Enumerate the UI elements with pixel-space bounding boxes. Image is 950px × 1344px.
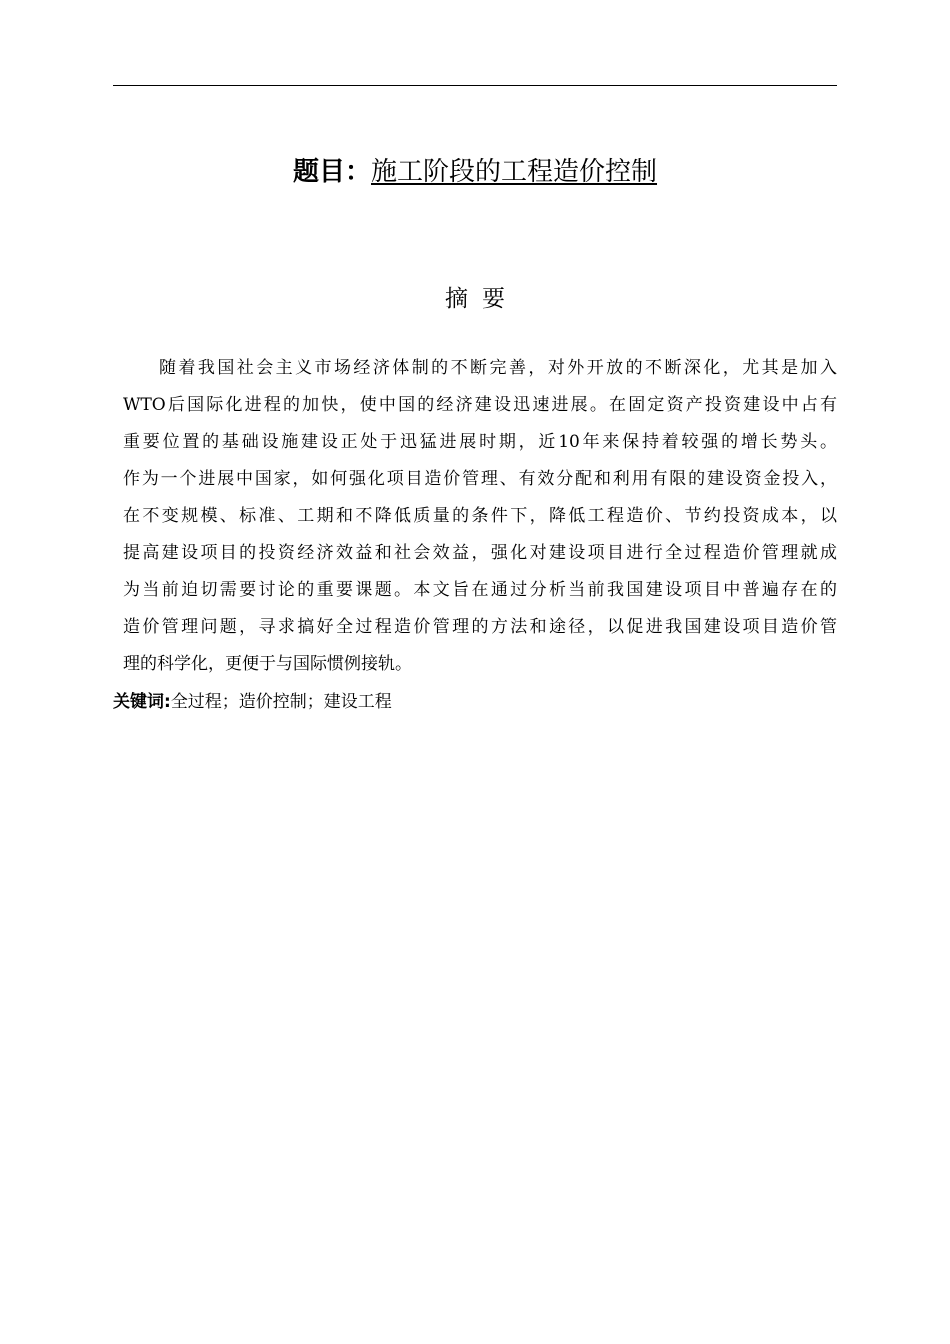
abstract-line: 作为一个进展中国家，如何强化项目造价管理、有效分配和利用有限的建设资金投入， xyxy=(123,469,837,489)
abstract-line: 在不变规模、标准、工期和不降低质量的条件下，降低工程造价、节约投资成本，以 xyxy=(123,506,837,526)
abstract-line: 重要位置的基础设施建设正处于迅猛进展时期，近10年来保持着较强的增长势头。 xyxy=(123,432,837,452)
header-rule xyxy=(113,85,837,86)
abstract-line: WTO后国际化进程的加快，使中国的经济建设迅速进展。在固定资产投资建设中占有 xyxy=(123,395,837,415)
keywords xyxy=(113,687,392,717)
page-title xyxy=(0,152,950,192)
abstract-heading: 摘要 xyxy=(445,286,519,312)
keywords-label: 关键词: xyxy=(113,692,171,712)
abstract-line: 造价管理问题，寻求搞好全过程造价管理的方法和途径，以促进我国建设项目造价管 xyxy=(123,617,837,637)
abstract-line: 随着我国社会主义市场经济体制的不断完善，对外开放的不断深化，尤其是加入 xyxy=(159,358,837,378)
title-label: 题目： xyxy=(292,157,371,187)
abstract-body xyxy=(123,350,837,683)
abstract-line: 为当前迫切需要讨论的重要课题。本文旨在通过分析当前我国建设项目中普遍存在的 xyxy=(123,580,837,600)
title-text: 施工阶段的工程造价控制 xyxy=(371,157,658,187)
abstract-line: 理的科学化，更便于与国际惯例接轨。 xyxy=(123,654,412,674)
abstract-line: 提高建设项目的投资经济效益和社会效益，强化对建设项目进行全过程造价管理就成 xyxy=(123,543,837,563)
keywords-text: 全过程；造价控制；建设工程 xyxy=(170,692,392,712)
